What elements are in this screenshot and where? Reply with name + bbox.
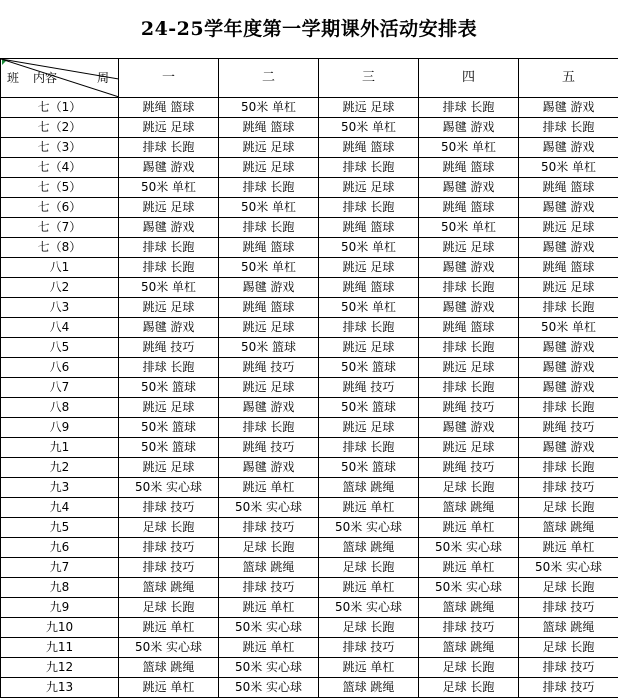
activity-cell: 排球 长跑: [219, 418, 319, 438]
table-row: [1, 458, 618, 478]
activity-cell: 跳绳 技巧: [419, 398, 519, 418]
activity-cell: 50米 单杠: [319, 118, 419, 138]
class-name-cell: 九7: [1, 558, 119, 578]
class-name-cell: 八9: [1, 418, 119, 438]
table-row: [1, 678, 618, 698]
table-row: [1, 198, 618, 218]
activity-cell: 排球 技巧: [419, 618, 519, 638]
activity-cell: 排球 长跑: [519, 398, 618, 418]
class-name-cell: 七（7）: [1, 218, 119, 238]
activity-cell: 踢毽 游戏: [419, 118, 519, 138]
activity-cell: 排球 长跑: [419, 338, 519, 358]
activity-cell: 跳绳 技巧: [419, 458, 519, 478]
activity-cell: 足球 长跑: [119, 518, 219, 538]
activity-cell: 排球 技巧: [519, 478, 618, 498]
activity-cell: 踢毽 游戏: [119, 158, 219, 178]
table-row: [1, 378, 618, 398]
activity-cell: 篮球 跳绳: [119, 658, 219, 678]
day-header: 五: [519, 59, 618, 98]
table-row: [1, 178, 618, 198]
activity-cell: 足球 长跑: [419, 478, 519, 498]
table-row: [1, 598, 618, 618]
activity-cell: 50米 单杠: [519, 318, 618, 338]
activity-cell: 踢毽 游戏: [419, 418, 519, 438]
activity-cell: 排球 技巧: [519, 598, 618, 618]
activity-cell: 50米 单杠: [119, 178, 219, 198]
activity-cell: 排球 长跑: [419, 98, 519, 118]
class-name-cell: 九5: [1, 518, 119, 538]
activity-cell: 踢毽 游戏: [219, 398, 319, 418]
page-title: 24-25学年度第一学期课外活动安排表: [0, 0, 618, 58]
activity-cell: 跳远 单杠: [219, 598, 319, 618]
class-name-cell: 八4: [1, 318, 119, 338]
activity-cell: 50米 单杠: [319, 238, 419, 258]
activity-cell: 踢毽 游戏: [119, 218, 219, 238]
table-row: [1, 318, 618, 338]
table-row: [1, 558, 618, 578]
activity-cell: 排球 长跑: [319, 158, 419, 178]
activity-cell: 50米 实心球: [319, 518, 419, 538]
activity-cell: 排球 长跑: [119, 358, 219, 378]
table-row: [1, 498, 618, 518]
activity-cell: 50米 单杠: [519, 158, 618, 178]
class-name-cell: 七（2）: [1, 118, 119, 138]
activity-cell: 50米 单杠: [319, 298, 419, 318]
activity-cell: 排球 长跑: [519, 458, 618, 478]
schedule-table: [0, 58, 618, 698]
class-name-cell: 七（3）: [1, 138, 119, 158]
activity-cell: 足球 长跑: [219, 538, 319, 558]
activity-cell: 排球 长跑: [419, 278, 519, 298]
table-row: [1, 478, 618, 498]
activity-cell: 足球 长跑: [419, 658, 519, 678]
corner-class-label: 班: [7, 71, 19, 85]
activity-cell: 排球 技巧: [519, 658, 618, 678]
activity-cell: 跳远 单杠: [219, 638, 319, 658]
day-header: 三: [319, 59, 419, 98]
activity-cell: 跳远 单杠: [219, 478, 319, 498]
activity-cell: 篮球 跳绳: [419, 498, 519, 518]
activity-cell: 50米 篮球: [119, 418, 219, 438]
activity-cell: 跳远 足球: [419, 438, 519, 458]
table-row: [1, 638, 618, 658]
activity-cell: 排球 长跑: [519, 118, 618, 138]
table-row: [1, 298, 618, 318]
activity-cell: 踢毽 游戏: [119, 318, 219, 338]
activity-cell: 足球 长跑: [519, 498, 618, 518]
class-name-cell: 七（8）: [1, 238, 119, 258]
table-row: [1, 158, 618, 178]
class-name-cell: 九4: [1, 498, 119, 518]
class-name-cell: 九13: [1, 678, 119, 698]
activity-cell: 踢毽 游戏: [519, 138, 618, 158]
class-name-cell: 九8: [1, 578, 119, 598]
activity-cell: 排球 长跑: [519, 298, 618, 318]
class-name-cell: 九12: [1, 658, 119, 678]
activity-cell: 50米 实心球: [119, 478, 219, 498]
class-name-cell: 八7: [1, 378, 119, 398]
activity-cell: 跳远 单杠: [419, 518, 519, 538]
activity-cell: 排球 技巧: [119, 498, 219, 518]
activity-cell: 跳绳 篮球: [419, 198, 519, 218]
activity-cell: 足球 长跑: [119, 598, 219, 618]
class-name-cell: 八1: [1, 258, 119, 278]
activity-cell: 跳远 单杠: [319, 498, 419, 518]
activity-cell: 篮球 跳绳: [419, 638, 519, 658]
class-name-cell: 七（5）: [1, 178, 119, 198]
table-row: [1, 518, 618, 538]
activity-cell: 跳绳 篮球: [419, 158, 519, 178]
activity-cell: 篮球 跳绳: [419, 598, 519, 618]
activity-cell: 排球 技巧: [219, 518, 319, 538]
class-name-cell: 九6: [1, 538, 119, 558]
activity-cell: 50米 实心球: [419, 578, 519, 598]
activity-cell: 篮球 跳绳: [519, 518, 618, 538]
activity-cell: 跳远 足球: [519, 278, 618, 298]
activity-cell: 50米 单杠: [219, 258, 319, 278]
activity-cell: 50米 实心球: [519, 558, 618, 578]
activity-cell: 排球 长跑: [219, 178, 319, 198]
activity-cell: 踢毽 游戏: [519, 438, 618, 458]
activity-cell: 排球 长跑: [119, 238, 219, 258]
activity-cell: 跳远 足球: [119, 458, 219, 478]
activity-cell: 排球 长跑: [119, 138, 219, 158]
activity-cell: 跳绳 篮球: [419, 318, 519, 338]
class-name-cell: 九10: [1, 618, 119, 638]
activity-cell: 排球 长跑: [219, 218, 319, 238]
activity-cell: 跳远 足球: [419, 238, 519, 258]
class-name-cell: 八2: [1, 278, 119, 298]
activity-cell: 50米 篮球: [319, 358, 419, 378]
activity-cell: 50米 实心球: [419, 538, 519, 558]
activity-cell: 跳远 足球: [119, 398, 219, 418]
activity-cell: 排球 长跑: [119, 258, 219, 278]
activity-cell: 50米 篮球: [119, 378, 219, 398]
corner-content-label: 内容: [33, 71, 57, 85]
activity-cell: 排球 技巧: [219, 578, 319, 598]
activity-cell: 跳绳 技巧: [219, 438, 319, 458]
table-row: [1, 438, 618, 458]
class-name-cell: 七（4）: [1, 158, 119, 178]
class-name-cell: 九3: [1, 478, 119, 498]
activity-cell: 跳远 足球: [219, 158, 319, 178]
table-row: [1, 578, 618, 598]
activity-cell: 50米 单杠: [219, 98, 319, 118]
activity-cell: 跳远 单杠: [319, 578, 419, 598]
activity-cell: 跳远 足球: [119, 298, 219, 318]
activity-cell: 50米 实心球: [219, 658, 319, 678]
table-row: [1, 358, 618, 378]
class-name-cell: 九11: [1, 638, 119, 658]
header-row: [1, 59, 618, 98]
activity-cell: 跳远 足球: [319, 418, 419, 438]
table-row: [1, 238, 618, 258]
activity-cell: 排球 技巧: [119, 538, 219, 558]
activity-cell: 排球 长跑: [319, 318, 419, 338]
activity-cell: 踢毽 游戏: [519, 338, 618, 358]
activity-cell: 足球 长跑: [519, 578, 618, 598]
activity-cell: 足球 长跑: [319, 618, 419, 638]
table-row: [1, 418, 618, 438]
activity-cell: 跳绳 篮球: [319, 218, 419, 238]
activity-cell: 踢毽 游戏: [219, 278, 319, 298]
corner-week-label: 周: [97, 71, 109, 85]
activity-cell: 跳远 足球: [219, 318, 319, 338]
table-row: [1, 278, 618, 298]
activity-cell: 排球 长跑: [419, 378, 519, 398]
activity-cell: 50米 实心球: [119, 638, 219, 658]
activity-cell: 足球 长跑: [519, 638, 618, 658]
activity-cell: 排球 技巧: [519, 678, 618, 698]
table-row: [1, 98, 618, 118]
activity-cell: 跳远 足球: [419, 358, 519, 378]
activity-cell: 排球 技巧: [319, 638, 419, 658]
activity-cell: 50米 篮球: [119, 438, 219, 458]
activity-cell: 跳远 单杠: [119, 618, 219, 638]
activity-cell: 跳绳 篮球: [519, 258, 618, 278]
activity-cell: 跳远 单杠: [419, 558, 519, 578]
class-name-cell: 九2: [1, 458, 119, 478]
activity-cell: 踢毽 游戏: [519, 378, 618, 398]
activity-cell: 50米 实心球: [219, 618, 319, 638]
activity-cell: 足球 长跑: [419, 678, 519, 698]
activity-cell: 跳远 单杠: [119, 678, 219, 698]
activity-cell: 50米 单杠: [419, 138, 519, 158]
activity-cell: 跳绳 篮球: [119, 98, 219, 118]
activity-cell: 排球 长跑: [319, 198, 419, 218]
class-name-cell: 八6: [1, 358, 119, 378]
day-header: 二: [219, 59, 319, 98]
table-row: [1, 658, 618, 678]
activity-cell: 篮球 跳绳: [119, 578, 219, 598]
activity-cell: 50米 实心球: [219, 498, 319, 518]
table-row: [1, 338, 618, 358]
class-name-cell: 八3: [1, 298, 119, 318]
activity-cell: 跳绳 篮球: [219, 118, 319, 138]
activity-cell: 50米 实心球: [219, 678, 319, 698]
activity-cell: 踢毽 游戏: [519, 238, 618, 258]
table-row: [1, 258, 618, 278]
activity-cell: 跳远 足球: [219, 378, 319, 398]
activity-cell: 跳绳 技巧: [519, 418, 618, 438]
activity-cell: 篮球 跳绳: [319, 478, 419, 498]
activity-cell: 排球 技巧: [119, 558, 219, 578]
activity-cell: 跳绳 篮球: [319, 278, 419, 298]
class-name-cell: 八8: [1, 398, 119, 418]
table-row: [1, 138, 618, 158]
table-row: [1, 538, 618, 558]
activity-cell: 50米 单杠: [219, 198, 319, 218]
activity-cell: 踢毽 游戏: [519, 198, 618, 218]
class-name-cell: 八5: [1, 338, 119, 358]
class-name-cell: 九9: [1, 598, 119, 618]
activity-cell: 跳远 足球: [219, 138, 319, 158]
activity-cell: 跳远 单杠: [519, 538, 618, 558]
activity-cell: 50米 单杠: [419, 218, 519, 238]
activity-cell: 跳绳 篮球: [319, 138, 419, 158]
table-row: [1, 618, 618, 638]
class-name-cell: 七（1）: [1, 98, 119, 118]
activity-cell: 跳绳 技巧: [119, 338, 219, 358]
activity-cell: 排球 长跑: [319, 438, 419, 458]
table-row: [1, 118, 618, 138]
activity-cell: 50米 篮球: [319, 458, 419, 478]
activity-cell: 跳远 足球: [319, 178, 419, 198]
activity-cell: 足球 长跑: [319, 558, 419, 578]
activity-cell: 跳绳 篮球: [219, 238, 319, 258]
activity-cell: 跳远 足球: [119, 198, 219, 218]
activity-cell: 50米 实心球: [319, 598, 419, 618]
table-row: [1, 218, 618, 238]
activity-cell: 篮球 跳绳: [219, 558, 319, 578]
activity-cell: 跳远 足球: [519, 218, 618, 238]
activity-cell: 跳远 足球: [319, 258, 419, 278]
activity-cell: 踢毽 游戏: [519, 98, 618, 118]
corner-header-cell: [1, 59, 119, 98]
class-name-cell: 七（6）: [1, 198, 119, 218]
activity-cell: 50米 单杠: [119, 278, 219, 298]
activity-cell: 跳远 足球: [319, 98, 419, 118]
activity-cell: 踢毽 游戏: [219, 458, 319, 478]
activity-cell: 50米 篮球: [219, 338, 319, 358]
activity-cell: 篮球 跳绳: [319, 538, 419, 558]
class-name-cell: 九1: [1, 438, 119, 458]
activity-cell: 篮球 跳绳: [319, 678, 419, 698]
table-row: [1, 398, 618, 418]
activity-cell: 踢毽 游戏: [519, 358, 618, 378]
activity-cell: 跳远 单杠: [319, 658, 419, 678]
activity-cell: 跳绳 技巧: [319, 378, 419, 398]
day-header: 一: [119, 59, 219, 98]
activity-cell: 跳绳 技巧: [219, 358, 319, 378]
activity-cell: 跳绳 篮球: [519, 178, 618, 198]
activity-cell: 跳绳 篮球: [219, 298, 319, 318]
day-header: 四: [419, 59, 519, 98]
activity-cell: 踢毽 游戏: [419, 178, 519, 198]
activity-cell: 跳远 足球: [319, 338, 419, 358]
activity-cell: 篮球 跳绳: [519, 618, 618, 638]
activity-cell: 踢毽 游戏: [419, 258, 519, 278]
activity-cell: 踢毽 游戏: [419, 298, 519, 318]
activity-cell: 50米 篮球: [319, 398, 419, 418]
activity-cell: 跳远 足球: [119, 118, 219, 138]
